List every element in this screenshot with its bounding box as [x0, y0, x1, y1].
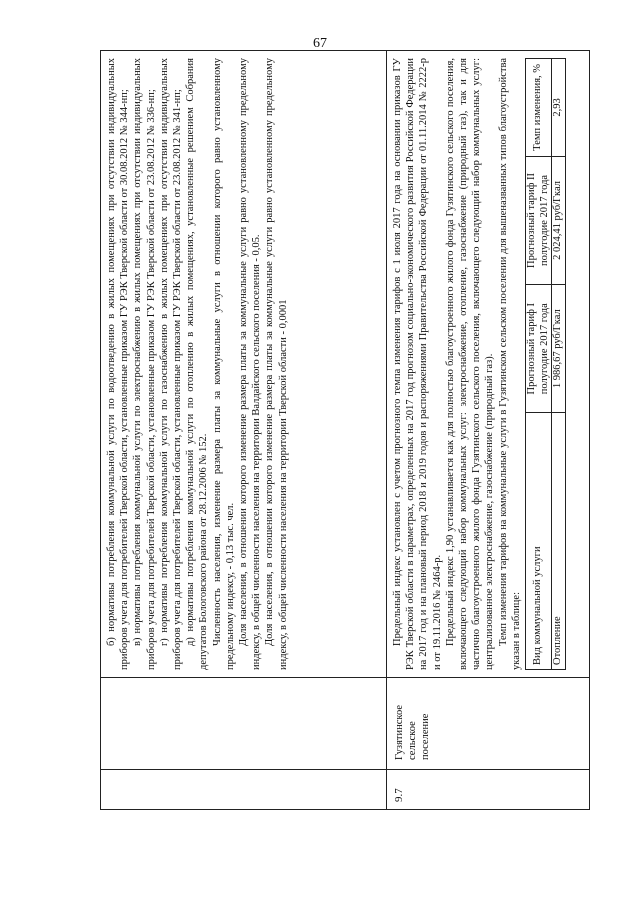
column-divider-place: [101, 677, 589, 678]
table-header-row: [526, 59, 552, 670]
column-header: Темп изменения, %: [526, 59, 552, 157]
column-divider-number: [101, 769, 589, 770]
paragraph: г) нормативы потребления коммунальной услуги по газоснабжению в жилых помещениях при отсутствии индивидуальных приборов учета для потребителей Тверской области, установленные приказом ГУ РЭК Тверской области от 23.08.2012 № 341-нп;: [158, 58, 184, 670]
paragraph: Предельный индекс 1,90 устанавливается как для полностью благоустроенного жилого фонда Гузятинского сельского поселения, включающего следующий набор коммунальных услуг: электроснабжение, отопление, газоснабжение (природный газ), так и для частично благоустроенного жилого фонда Гузятинского сельского поселения, включающего следующий набор коммунальных услуг: централизованное электроснабжение, газоснабжение (природный газ).: [444, 58, 496, 670]
paragraph: б) нормативы потребления коммунальной услуги по водоотведению в жилых помещениях при отсутствии индивидуальных приборов учета для потребителей Тверской области, установленные приказом ГУ РЭК Тверской области от 30.08.2012 № 344-нп;: [106, 58, 131, 670]
table-cell: 2,93: [552, 59, 566, 157]
row-number: 9.7: [393, 788, 405, 802]
paragraph: д) нормативы потребления коммунальной услуги по отоплению в жилых помещениях, установленные решением Собрания депутатов Бологовского района от 28.12.2006 № 152.: [185, 58, 210, 670]
row-97-content: [391, 58, 566, 670]
column-header: Вид коммунальной услуги: [526, 413, 552, 670]
tariff-table: [525, 58, 566, 670]
page-number: 67: [313, 36, 327, 51]
paragraph: Предельный индекс установлен с учетом прогнозного темпа изменения тарифов с 1 июля 2017 года на основании приказов ГУ РЭК Тверской области в параметрах, определенных на 2017 год прогнозом социально-экономического развития Российской Федерации на 2017 год и на плановый период 2018 и 2019 годов и распоряжениями Правительства Российской Федерации от 01.11.2014 № 2222-р и от 19.11.2016 № 2464-р.: [392, 58, 443, 670]
table-border-left: [101, 809, 589, 810]
document-table: [100, 50, 590, 810]
table-cell: 1 986,67 руб/Гкал: [552, 285, 566, 413]
column-header: Прогнозный тариф II полугодие 2017 года: [526, 156, 552, 284]
paragraph: Доля населения, в отношении которого изменение размера платы за коммунальные услуги равно установленному предельному индексу, в общей численности населения на территории Валдайского сельского поселения - 0,05.: [238, 58, 263, 670]
table-row: [552, 59, 566, 670]
column-header: Прогнозный тариф I полугодие 2017 года: [526, 285, 552, 413]
prev-row-content: [105, 58, 290, 670]
rotated-table-page: [100, 50, 590, 810]
table-cell: Отопление: [552, 413, 566, 670]
table-cell: 2 024,41 руб/Гкал: [552, 156, 566, 284]
paragraph: в) нормативы потребления коммунальной услуги по электроснабжению в жилых помещениях при отсутствии индивидуальных приборов учета для потребителей Тверской области, установленные приказом ГУ РЭК Тверской области от 23.08.2012 № 336-нп;: [132, 58, 157, 670]
paragraph: Численность населения, изменение размера платы за коммунальные услуги в отношении которого равно установленному предельному индексу, - 0,13 тыс. чел.: [211, 58, 236, 670]
row-divider: [386, 50, 387, 810]
paragraph: Темп изменения тарифов на коммунальные услуги в Гузятинском сельском поселении для вышеназванных типов благоустройства указан в таблице:: [497, 58, 522, 670]
table-border-right: [101, 50, 589, 51]
paragraph: Доля населения, в отношении которого изменение размера платы за коммунальные услуги равно установленному предельному индексу, в общей численности населения на территории Тверской области - 0,0001: [264, 58, 289, 670]
settlement-name: Гузятинское сельское поселение: [394, 705, 431, 760]
